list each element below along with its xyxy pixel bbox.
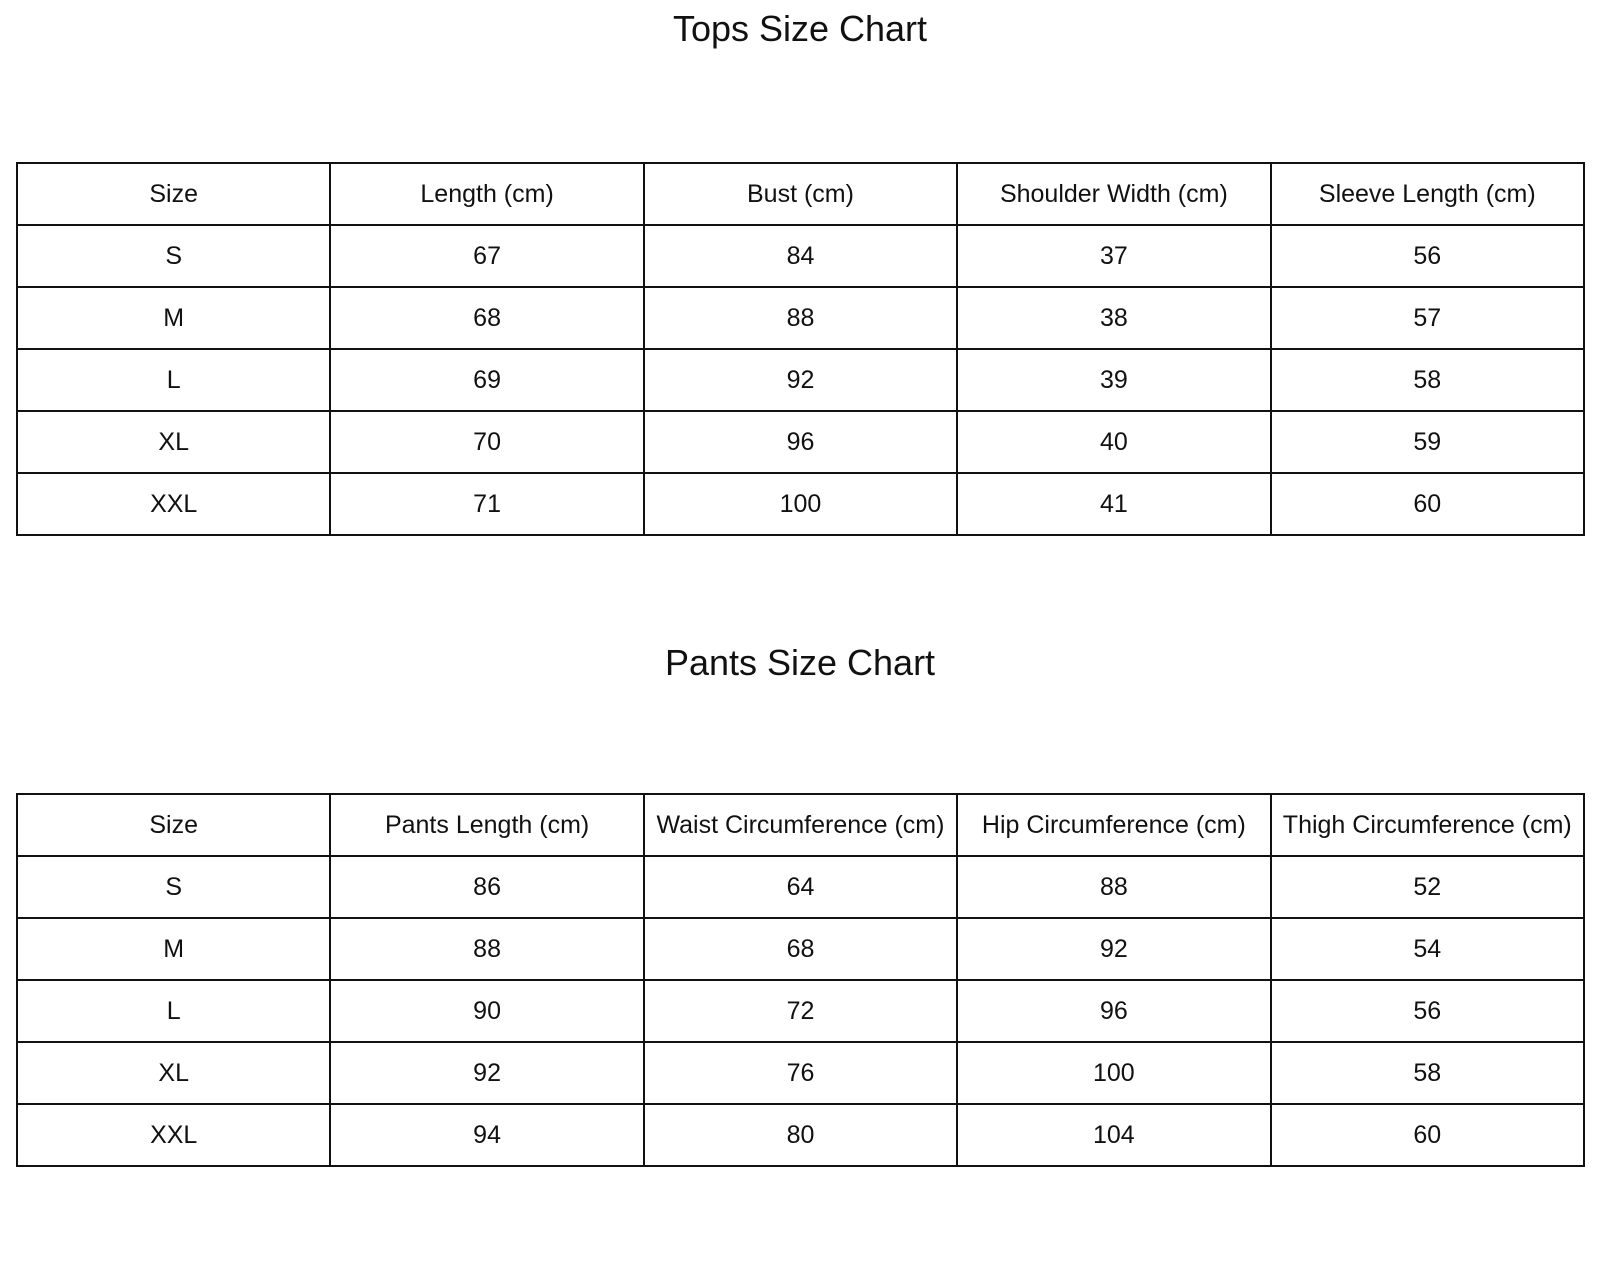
pants-length-cell: 94 (330, 1104, 643, 1166)
table-row (17, 1042, 1584, 1104)
pants-chart-title: Pants Size Chart (664, 642, 936, 683)
sleeve-length-cell: 58 (1271, 349, 1584, 411)
size-cell: M (17, 918, 330, 980)
waist-cell: 64 (644, 856, 957, 918)
table-row (17, 349, 1584, 411)
shoulder-width-cell: 38 (957, 287, 1270, 349)
thigh-cell: 52 (1271, 856, 1584, 918)
waist-cell: 76 (644, 1042, 957, 1104)
length-cell: 68 (330, 287, 643, 349)
pants-length-cell: 88 (330, 918, 643, 980)
tops-chart-title: Tops Size Chart (672, 8, 928, 49)
table-row (17, 1104, 1584, 1166)
shoulder-width-cell: 39 (957, 349, 1270, 411)
header-size: Size (17, 163, 330, 225)
header-size: Size (17, 794, 330, 856)
size-cell: L (17, 980, 330, 1042)
length-cell: 71 (330, 473, 643, 535)
tops-size-table (16, 162, 1585, 536)
table-header-row (17, 794, 1584, 856)
header-waist-circumference: Waist Circumference (cm) (644, 794, 957, 856)
thigh-cell: 54 (1271, 918, 1584, 980)
header-bust: Bust (cm) (644, 163, 957, 225)
header-sleeve-length: Sleeve Length (cm) (1271, 163, 1584, 225)
shoulder-width-cell: 41 (957, 473, 1270, 535)
header-length: Length (cm) (330, 163, 643, 225)
length-cell: 67 (330, 225, 643, 287)
table-row (17, 980, 1584, 1042)
waist-cell: 80 (644, 1104, 957, 1166)
size-cell: M (17, 287, 330, 349)
sleeve-length-cell: 59 (1271, 411, 1584, 473)
table-row (17, 287, 1584, 349)
size-cell: XXL (17, 1104, 330, 1166)
header-thigh-circumference: Thigh Circumference (cm) (1271, 794, 1584, 856)
length-cell: 69 (330, 349, 643, 411)
bust-cell: 84 (644, 225, 957, 287)
thigh-cell: 58 (1271, 1042, 1584, 1104)
hip-cell: 92 (957, 918, 1270, 980)
bust-cell: 96 (644, 411, 957, 473)
sleeve-length-cell: 56 (1271, 225, 1584, 287)
size-cell: S (17, 856, 330, 918)
size-cell: XXL (17, 473, 330, 535)
size-cell: XL (17, 1042, 330, 1104)
waist-cell: 72 (644, 980, 957, 1042)
size-cell: L (17, 349, 330, 411)
pants-length-cell: 86 (330, 856, 643, 918)
size-cell: XL (17, 411, 330, 473)
waist-cell: 68 (644, 918, 957, 980)
shoulder-width-cell: 37 (957, 225, 1270, 287)
table-row (17, 918, 1584, 980)
bust-cell: 92 (644, 349, 957, 411)
table-row (17, 473, 1584, 535)
table-row (17, 856, 1584, 918)
bust-cell: 88 (644, 287, 957, 349)
hip-cell: 104 (957, 1104, 1270, 1166)
header-shoulder-width: Shoulder Width (cm) (957, 163, 1270, 225)
table-header-row (17, 163, 1584, 225)
header-hip-circumference: Hip Circumference (cm) (957, 794, 1270, 856)
size-cell: S (17, 225, 330, 287)
pants-size-table (16, 793, 1585, 1167)
thigh-cell: 56 (1271, 980, 1584, 1042)
hip-cell: 96 (957, 980, 1270, 1042)
thigh-cell: 60 (1271, 1104, 1584, 1166)
length-cell: 70 (330, 411, 643, 473)
shoulder-width-cell: 40 (957, 411, 1270, 473)
bust-cell: 100 (644, 473, 957, 535)
hip-cell: 100 (957, 1042, 1270, 1104)
pants-length-cell: 92 (330, 1042, 643, 1104)
header-pants-length: Pants Length (cm) (330, 794, 643, 856)
sleeve-length-cell: 57 (1271, 287, 1584, 349)
table-row (17, 225, 1584, 287)
pants-length-cell: 90 (330, 980, 643, 1042)
sleeve-length-cell: 60 (1271, 473, 1584, 535)
hip-cell: 88 (957, 856, 1270, 918)
table-row (17, 411, 1584, 473)
